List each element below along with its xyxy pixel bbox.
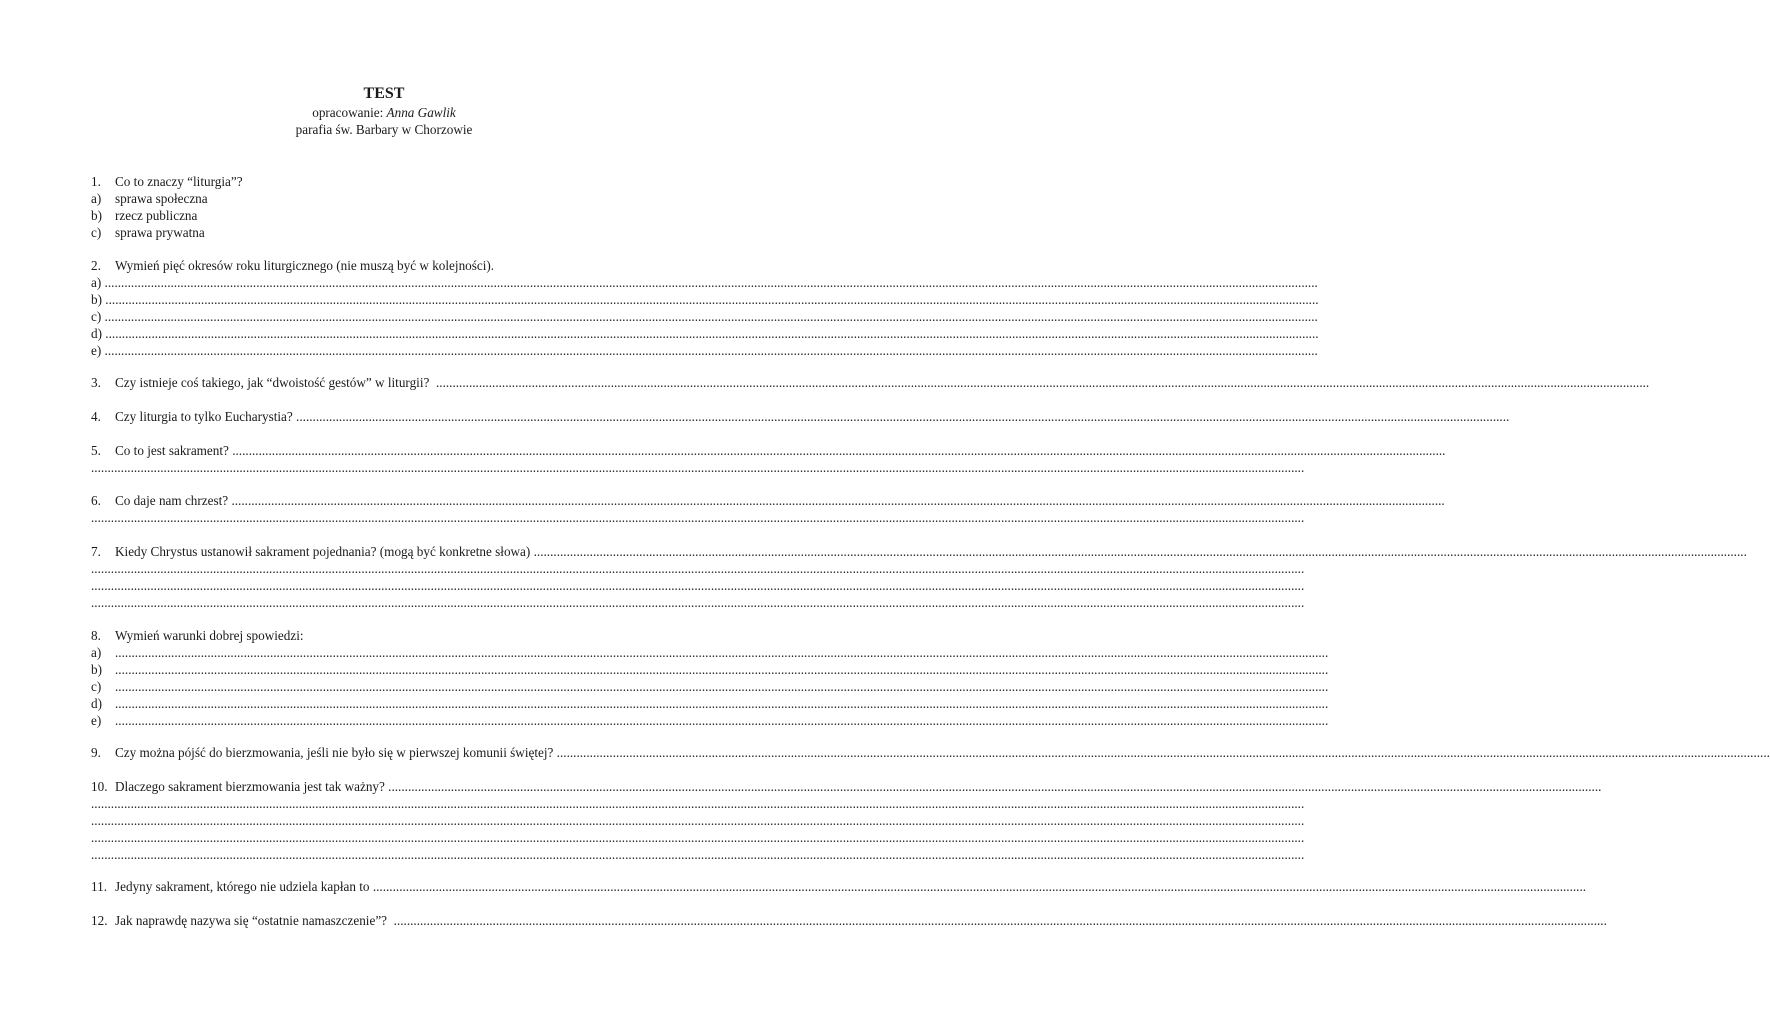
question-2	[91, 258, 675, 275]
answer-line[interactable]	[91, 292, 1319, 309]
option-text: sprawa prywatna	[115, 225, 205, 240]
author-line	[0, 104, 768, 121]
question-text: Jak naprawdę nazywa się “ostatnie namaszczenie”?	[115, 913, 388, 928]
answer-letter: e)	[91, 343, 102, 358]
document-title: TEST	[363, 85, 405, 102]
answer-dots: ................................................................................................................................................................................................................................................................................................................................................................................	[231, 493, 1445, 508]
answer-option	[91, 191, 675, 208]
answer-dots: ................................................................................................................................................................................................................................................................................................................................................................................	[115, 696, 1329, 711]
option-text: rzecz publiczna	[115, 208, 198, 223]
question-number: 6.	[91, 493, 101, 508]
answer-line[interactable]	[91, 662, 1329, 679]
question-11[interactable]	[91, 879, 1587, 896]
answer-dots: ................................................................................................................................................................................................................................................................................................................................................................................	[372, 879, 1587, 894]
answer-dots: ................................................................................................................................................................................................................................................................................................................................................................................	[104, 309, 1318, 324]
answer-dots: ................................................................................................................................................................................................................................................................................................................................................................................	[115, 662, 1329, 677]
answer-dots: ................................................................................................................................................................................................................................................................................................................................................................................	[115, 645, 1329, 660]
question-number: 5.	[91, 443, 101, 458]
answer-line[interactable]: ................................................................................................................................................................................................................................................................................................................................................................................	[91, 460, 1305, 475]
answer-line[interactable]: ................................................................................................................................................................................................................................................................................................................................................................................	[91, 830, 1305, 845]
question-5[interactable]	[91, 443, 1446, 460]
question-number: 3.	[91, 375, 101, 390]
answer-dots: ................................................................................................................................................................................................................................................................................................................................................................................	[104, 275, 1318, 290]
question-text: Wymień pięć okresów roku liturgicznego (nie muszą być w kolejności).	[115, 258, 495, 273]
answer-dots: ................................................................................................................................................................................................................................................................................................................................................................................	[232, 443, 1446, 458]
question-text: Co daje nam chrzest?	[115, 493, 229, 508]
answer-dots: ................................................................................................................................................................................................................................................................................................................................................................................	[105, 326, 1319, 341]
option-letter: c)	[91, 225, 102, 240]
option-letter: a)	[91, 191, 102, 206]
document-header	[0, 84, 768, 138]
question-number: 9.	[91, 745, 101, 760]
answer-dots: ................................................................................................................................................................................................................................................................................................................................................................................	[533, 544, 1747, 559]
question-8	[91, 628, 675, 645]
answer-line[interactable]: ................................................................................................................................................................................................................................................................................................................................................................................	[91, 813, 1305, 828]
answer-letter: b)	[91, 292, 102, 307]
question-text: Dlaczego sakrament bierzmowania jest tak ważny?	[115, 779, 385, 794]
answer-option	[91, 225, 675, 242]
parish-line: parafia św. Barbary w Chorzowie	[295, 122, 473, 137]
answer-dots: ................................................................................................................................................................................................................................................................................................................................................................................	[115, 713, 1329, 728]
answer-line[interactable]	[91, 309, 1318, 326]
question-number: 7.	[91, 544, 101, 559]
answer-letter: d)	[91, 326, 102, 341]
option-text: sprawa społeczna	[115, 191, 208, 206]
answer-dots: ................................................................................................................................................................................................................................................................................................................................................................................	[556, 745, 1770, 760]
answer-letter: b)	[91, 662, 102, 677]
answer-option	[91, 208, 675, 225]
answer-letter: e)	[91, 713, 102, 728]
author-name: Anna Gawlik	[386, 105, 456, 120]
answer-line[interactable]	[91, 696, 1329, 713]
answer-line[interactable]	[91, 713, 1329, 730]
option-letter: b)	[91, 208, 102, 223]
question-7[interactable]	[91, 544, 1747, 561]
question-text: Wymień warunki dobrej spowiedzi:	[115, 628, 304, 643]
question-text: Kiedy Chrystus ustanowił sakrament pojednania? (mogą być konkretne słowa)	[115, 544, 531, 559]
question-10[interactable]	[91, 779, 1602, 796]
answer-line[interactable]: ................................................................................................................................................................................................................................................................................................................................................................................	[91, 847, 1305, 862]
question-number: 10.	[91, 779, 108, 794]
question-number: 2.	[91, 258, 101, 273]
question-number: 4.	[91, 409, 101, 424]
question-text: Co to jest sakrament?	[115, 443, 229, 458]
answer-dots: ................................................................................................................................................................................................................................................................................................................................................................................	[104, 343, 1318, 358]
answer-letter: c)	[91, 309, 102, 324]
answer-dots: ................................................................................................................................................................................................................................................................................................................................................................................	[296, 409, 1510, 424]
answer-dots: ................................................................................................................................................................................................................................................................................................................................................................................	[393, 913, 1607, 928]
question-9[interactable]	[91, 745, 1770, 762]
question-text: Czy istnieje coś takiego, jak “dwoistość gestów” w liturgii?	[115, 375, 430, 390]
question-number: 12.	[91, 913, 108, 928]
answer-line[interactable]: ................................................................................................................................................................................................................................................................................................................................................................................	[91, 595, 1305, 610]
answer-line[interactable]: ................................................................................................................................................................................................................................................................................................................................................................................	[91, 561, 1305, 576]
question-text: Czy liturgia to tylko Eucharystia?	[115, 409, 293, 424]
author-prefix: opracowanie:	[312, 105, 387, 120]
answer-line[interactable]	[91, 343, 1318, 360]
question-number: 1.	[91, 174, 101, 189]
question-text: Czy można pójść do bierzmowania, jeśli nie było się w pierwszej komunii świętej?	[115, 745, 554, 760]
question-text: Jedyny sakrament, którego nie udziela kapłan to	[115, 879, 370, 894]
question-1	[91, 174, 675, 191]
answer-line[interactable]	[91, 275, 1318, 292]
question-number: 11.	[91, 879, 107, 894]
question-12[interactable]	[91, 913, 1607, 930]
answer-line[interactable]: ................................................................................................................................................................................................................................................................................................................................................................................	[91, 796, 1305, 811]
answer-dots: ................................................................................................................................................................................................................................................................................................................................................................................	[105, 292, 1319, 307]
answer-line[interactable]	[91, 679, 1329, 696]
answer-letter: c)	[91, 679, 102, 694]
answer-dots: ................................................................................................................................................................................................................................................................................................................................................................................	[388, 779, 1602, 794]
answer-letter: d)	[91, 696, 102, 711]
answer-line[interactable]	[91, 645, 1329, 662]
answer-line[interactable]	[91, 326, 1319, 343]
answer-dots: ................................................................................................................................................................................................................................................................................................................................................................................	[115, 679, 1329, 694]
question-3[interactable]	[91, 375, 1650, 392]
answer-letter: a)	[91, 645, 102, 660]
answer-line[interactable]: ................................................................................................................................................................................................................................................................................................................................................................................	[91, 578, 1305, 593]
question-number: 8.	[91, 628, 101, 643]
answer-letter: a)	[91, 275, 102, 290]
answer-line[interactable]: ................................................................................................................................................................................................................................................................................................................................................................................	[91, 510, 1305, 525]
question-text: Co to znaczy “liturgia”?	[115, 174, 243, 189]
question-4[interactable]	[91, 409, 1510, 426]
question-6[interactable]	[91, 493, 1445, 510]
answer-dots: ................................................................................................................................................................................................................................................................................................................................................................................	[435, 375, 1650, 390]
